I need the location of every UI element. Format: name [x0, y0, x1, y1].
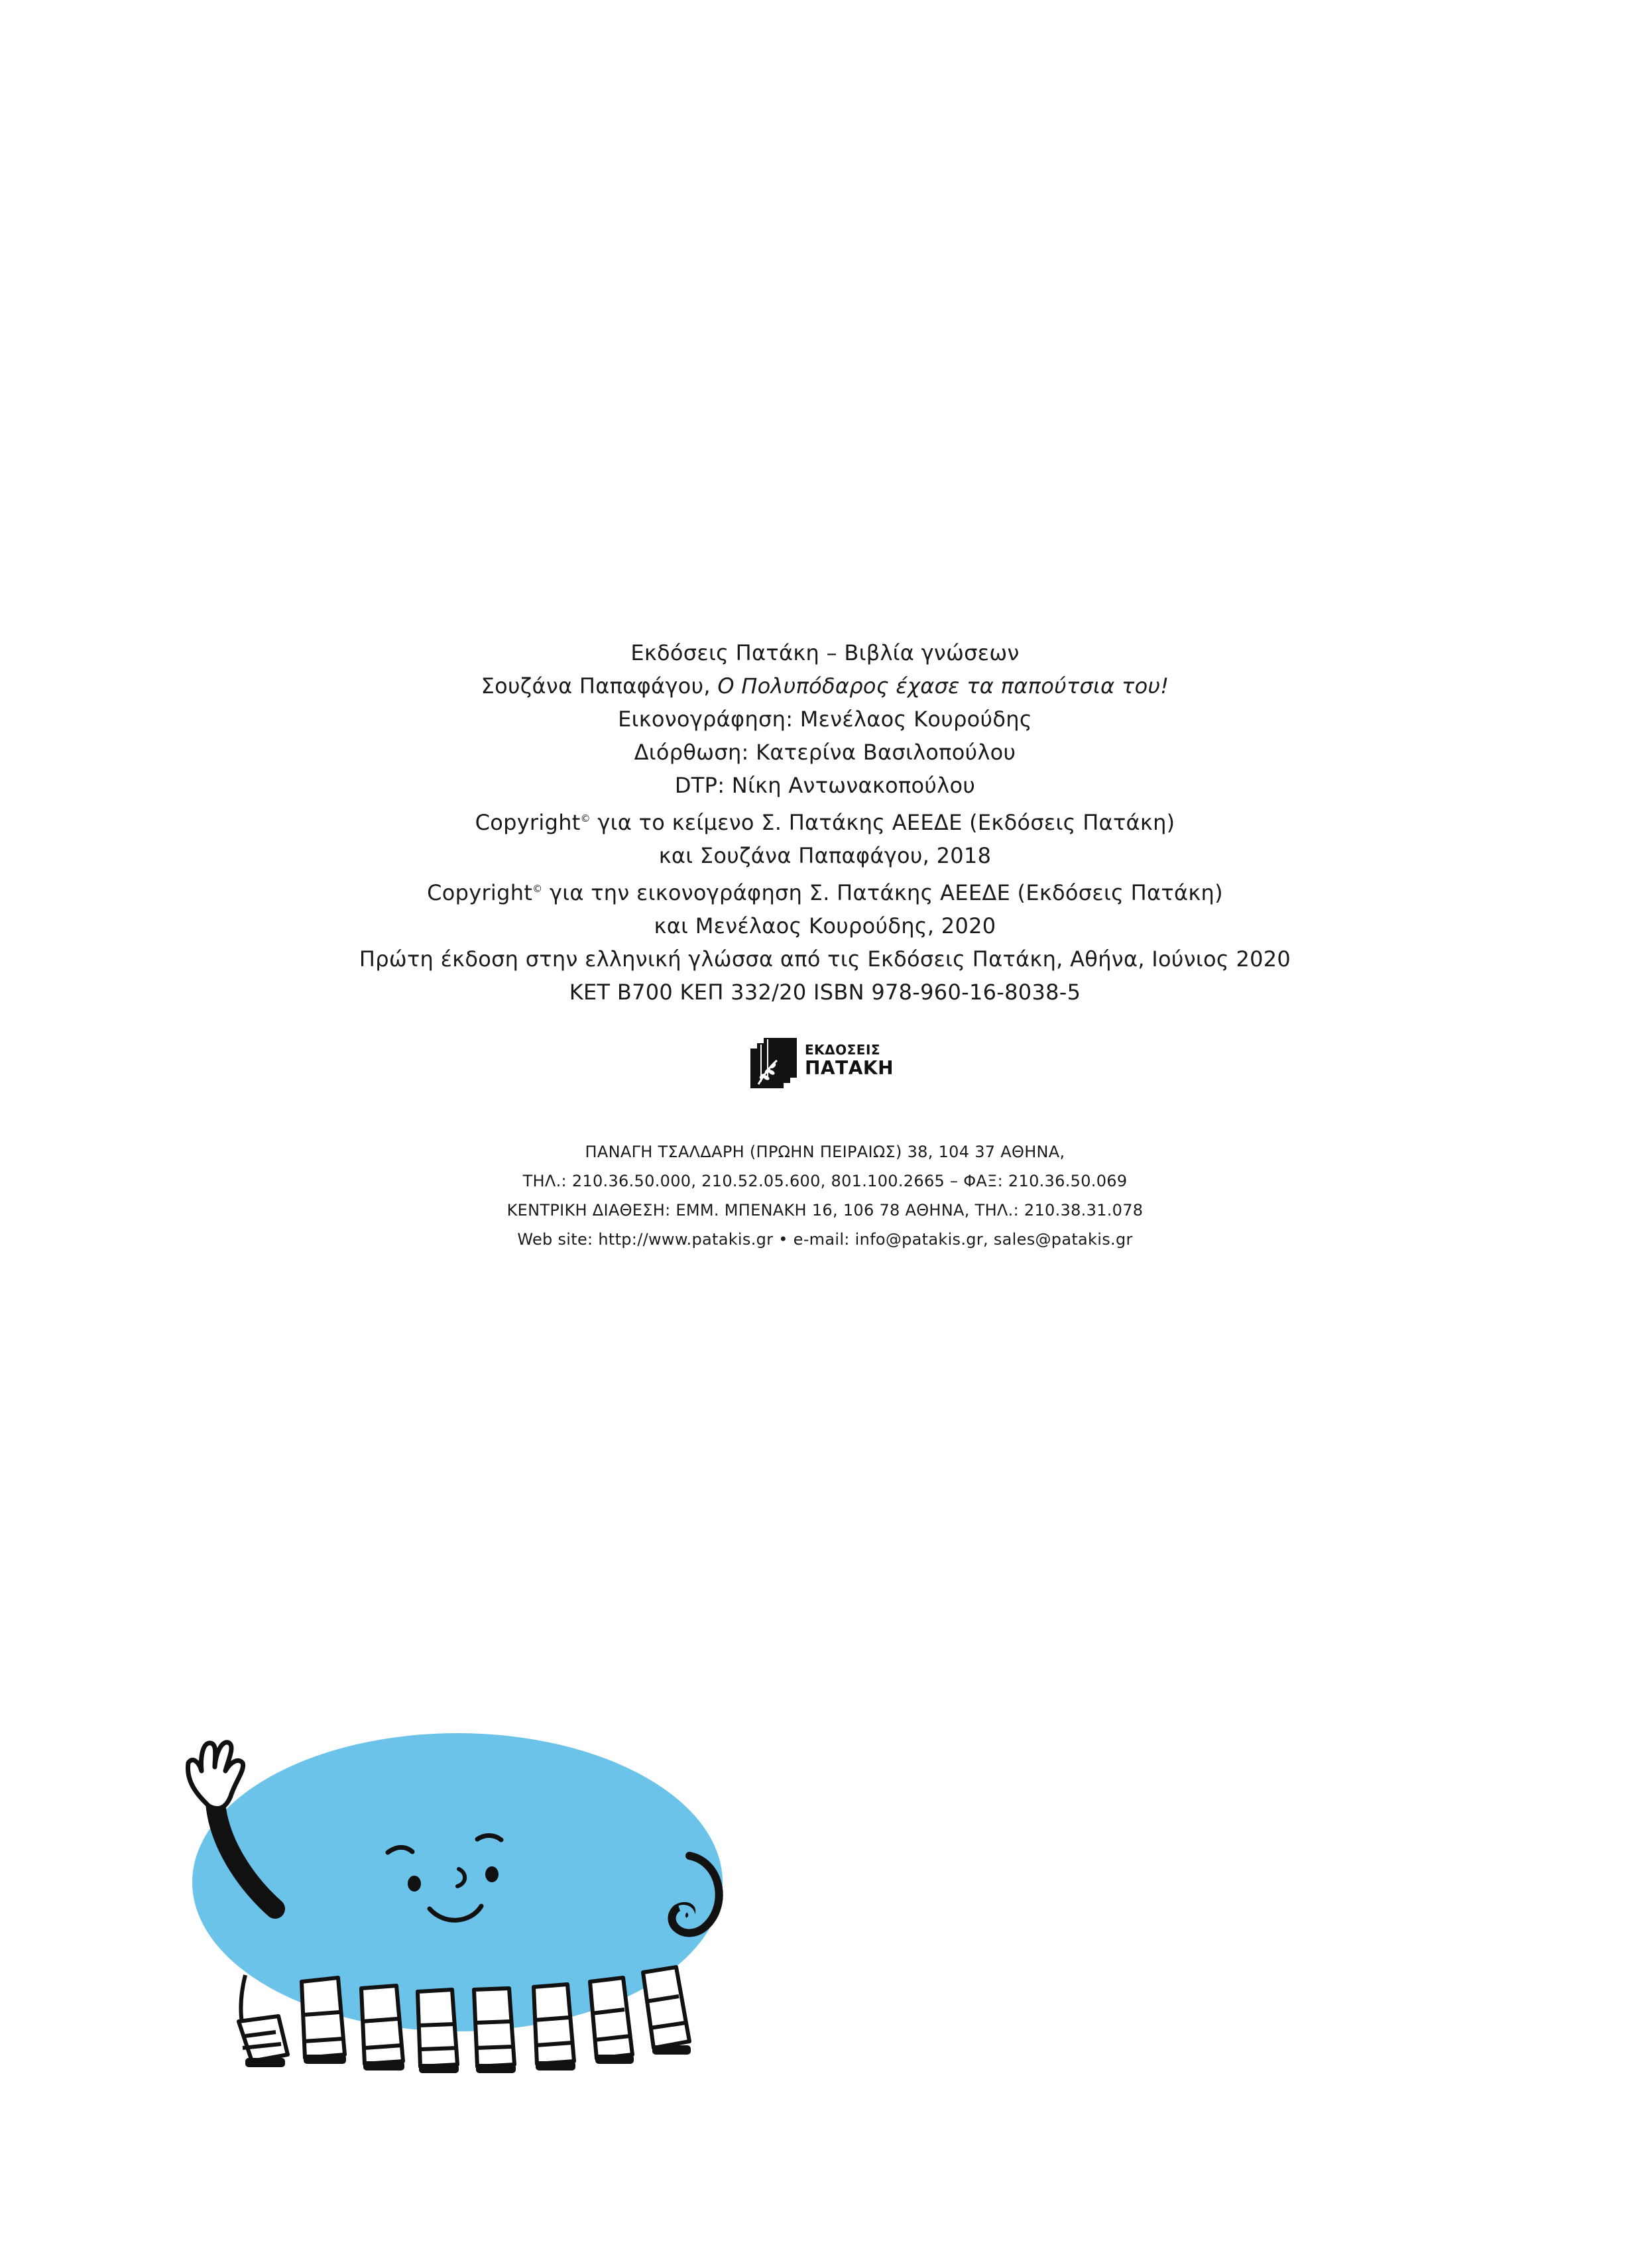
octopus-illustration [146, 1710, 742, 2081]
copyright-text-line-2: και Σουζάνα Παπαφάγου, 2018 [658, 843, 992, 868]
address-line-3: ΚΕΝΤΡΙΚΗ ΔΙΑΘΕΣΗ: ΕΜΜ. ΜΠΕΝΑΚΗ 16, 106 78 ΑΘΗΝΑ, ΤΗΛ.: 210.38.31.078 [506, 1201, 1144, 1219]
logo-wordmark [805, 1043, 894, 1078]
colophon-block [0, 636, 1650, 1009]
catalog-codes-line: ΚΕΤ Β700 ΚΕΠ 332/20 ISBN 978-960-16-8038-5 [569, 980, 1081, 1005]
proofreading-credit: Διόρθωση: Κατερίνα Βασιλοπούλου [634, 740, 1016, 765]
octopus-hand [188, 1742, 243, 1809]
address-line-4: Web site: http://www.patakis.gr • e-mail: info@patakis.gr, sales@patakis.gr [517, 1230, 1133, 1249]
dtp-credit: DTP: Νίκη Αντωνακοπούλου [674, 773, 976, 798]
copyright-illustration-line [0, 872, 1650, 909]
copyright-word: Copyright [475, 810, 581, 835]
copyright-text-line [0, 802, 1650, 839]
publisher-address [0, 1137, 1650, 1254]
copyright-mark-2: © [532, 883, 543, 895]
copyright-text: για το κείμενο Σ. Πατάκης ΑΕΕΔΕ (Εκδόσεις Πατάκη) [597, 810, 1175, 835]
octopus-left-eye [408, 1876, 421, 1892]
copyright-word-2: Copyright [427, 880, 533, 905]
author-name: Σουζάνα Παπαφάγου, [481, 673, 711, 699]
copyright-illustration-text: για την εικονογράφηση Σ. Πατάκης ΑΕΕΔΕ (Εκδόσεις Πατάκη) [549, 880, 1223, 905]
logo-line-2: ΠΑΤΑΚΗ [805, 1057, 894, 1079]
octopus-right-eye [485, 1866, 499, 1882]
author-title-line [0, 669, 1650, 703]
copyright-mark: © [580, 813, 591, 824]
books-icon [748, 1034, 801, 1091]
first-edition-line: Πρώτη έκδοση στην ελληνική γλώσσα από τις Εκδόσεις Πατάκη, Αθήνα, Ιούνιος 2020 [359, 946, 1291, 972]
illustration-credit: Εικονογράφηση: Μενέλαος Κουρούδης [618, 707, 1032, 732]
address-line-1: ΠΑΝΑΓΗ ΤΣΑΛΔΑΡΗ (ΠΡΩΗΝ ΠΕΙΡΑΙΩΣ) 38, 104 37 ΑΘΗΝΑ, [585, 1143, 1065, 1161]
address-line-2: ΤΗΛ.: 210.36.50.000, 210.52.05.600, 801.100.2665 – ΦΑΞ: 210.36.50.069 [522, 1172, 1128, 1190]
series-line: Εκδόσεις Πατάκη – Βιβλία γνώσεων [630, 640, 1020, 665]
book-title: Ο Πολυπόδαρος έχασε τα παπούτσια του! [717, 673, 1169, 699]
logo-line-1: ΕΚΔΟΣΕΙΣ [805, 1042, 881, 1058]
publisher-logo [748, 1034, 894, 1091]
copyright-illustration-line-2: και Μενέλαος Κουρούδης, 2020 [654, 913, 996, 938]
